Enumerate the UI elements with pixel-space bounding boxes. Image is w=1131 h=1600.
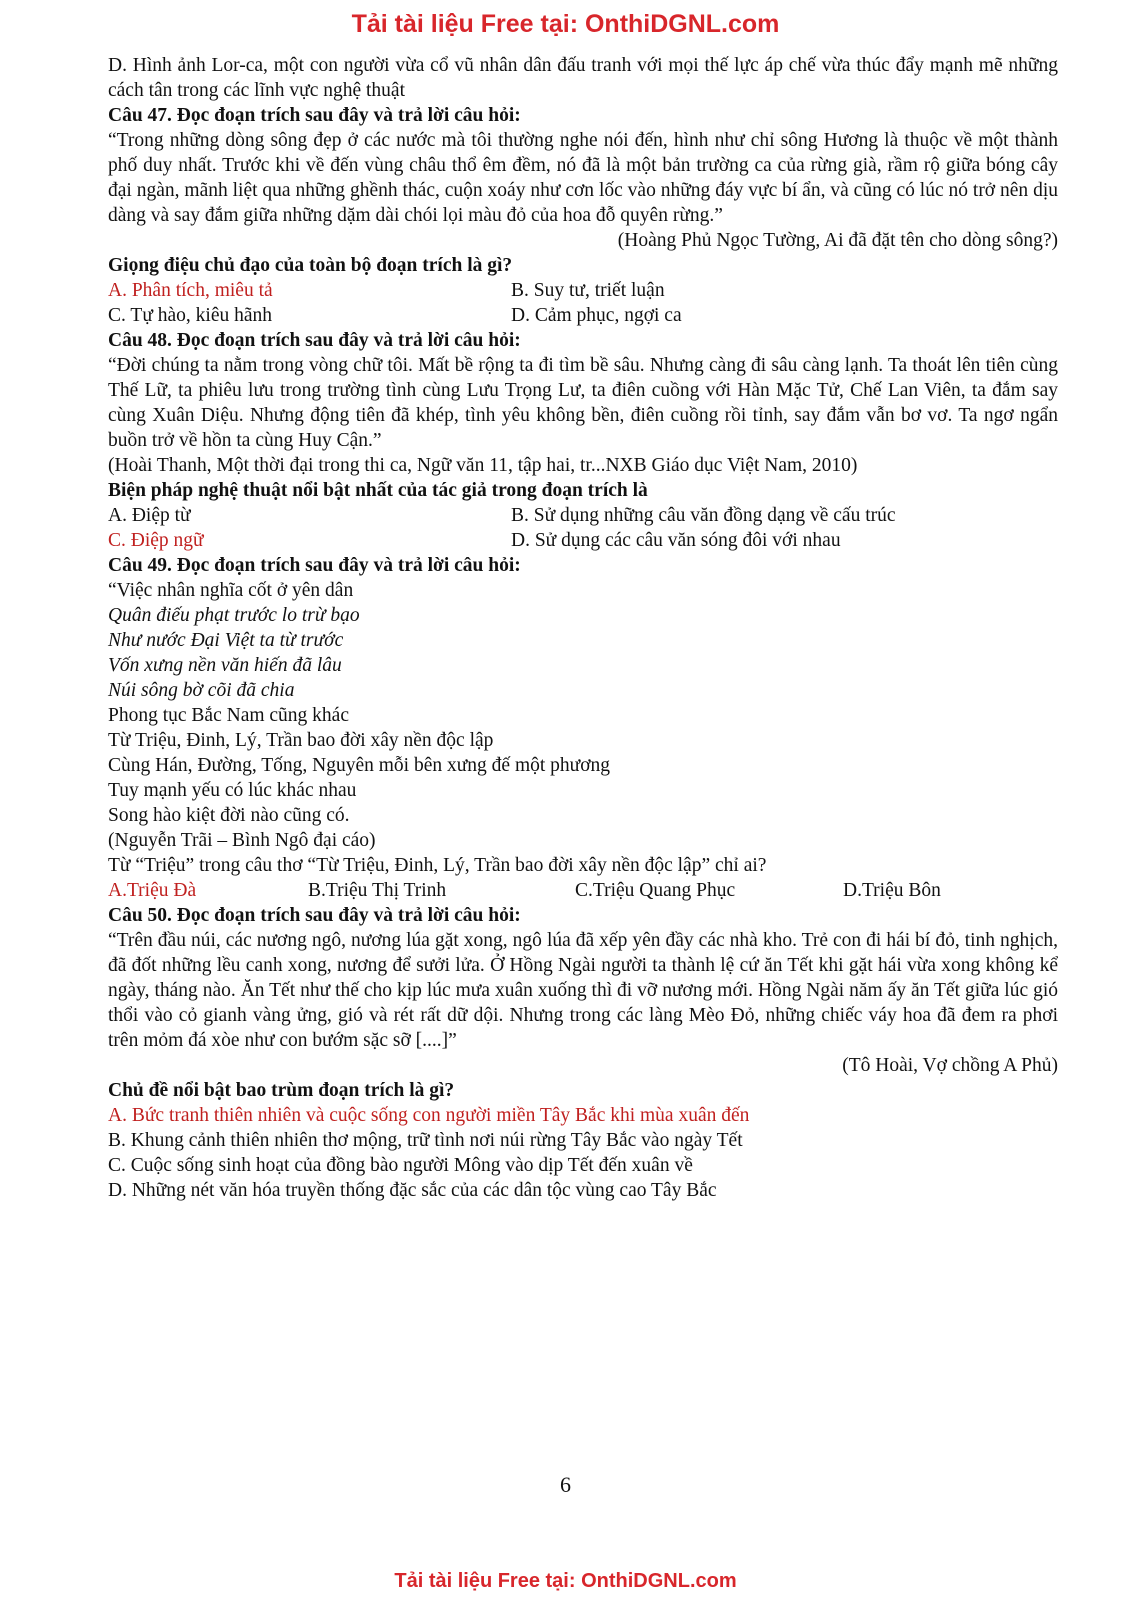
q48-passage: “Đời chúng ta nằm trong vòng chữ tôi. Mất bề rộng ta đi tìm bề sâu. Nhưng càng đi sâu càng lạnh. Ta thoát lên tiên cùng Thế Lữ, ta phiêu lưu trong trường tình cùng Lưu Trọng Lư, ta điên cuồng với Hàn Mặc Tử, Chế Lan Viên, ta đắm say cùng Xuân Diệu. Nhưng động tiên đã khép, tình yêu không bền, điên cuồng rồi tỉnh, say đắm vẫn bơ vơ. Ta ngơ ngẩn buồn trở về hồn ta cùng Huy Cận.” xyxy=(108,355,1058,451)
q49-option-b: B.Triệu Thị Trinh xyxy=(308,880,447,901)
poem-line: Vốn xưng nền văn hiến đã lâu xyxy=(108,655,342,676)
poem-line: Quân điếu phạt trước lo trừ bạo xyxy=(108,605,360,626)
poem-line: Cùng Hán, Đường, Tống, Nguyên mỗi bên xưng đế một phương xyxy=(108,755,611,776)
q47-option-b: B. Suy tư, triết luận xyxy=(511,280,665,301)
q49-option-d: D.Triệu Bôn xyxy=(843,880,941,901)
top-banner[interactable]: Tải tài liệu Free tại: OnthiDGNL.com xyxy=(351,10,780,38)
q49-option-c: C.Triệu Quang Phục xyxy=(575,880,736,901)
q50-option-d: D. Những nét văn hóa truyền thống đặc sắc của các dân tộc vùng cao Tây Bắc xyxy=(108,1180,717,1201)
q47-title: Câu 47. Đọc đoạn trích sau đây và trả lời câu hỏi: xyxy=(108,105,521,126)
q46-option-d: D. Hình ảnh Lor-ca, một con người vừa cổ vũ nhân dân đấu tranh với mọi thế lực áp chế vừa thúc đẩy mạnh mẽ những cách tân trong các lĩnh vực nghệ thuật xyxy=(108,55,1058,101)
page-number: 6 xyxy=(560,1472,571,1497)
q48-option-b: B. Sử dụng những câu văn đồng dạng về cấu trúc xyxy=(511,505,896,526)
q49-options-row xyxy=(108,878,1058,903)
q49-source: (Nguyễn Trãi – Bình Ngô đại cáo) xyxy=(108,830,376,851)
q47-option-c: C. Tự hào, kiêu hãnh xyxy=(108,305,273,326)
q48-source: (Hoài Thanh, Một thời đại trong thi ca, Ngữ văn 11, tập hai, tr...NXB Giáo dục Việt Nam, 2010) xyxy=(108,455,858,476)
q49-option-a: A.Triệu Đà xyxy=(108,880,197,901)
q48-question: Biện pháp nghệ thuật nổi bật nhất của tác giả trong đoạn trích là xyxy=(108,480,648,501)
poem-line: Như nước Đại Việt ta từ trước xyxy=(108,630,344,651)
q48-option-c: C. Điệp ngữ xyxy=(108,530,204,551)
poem-line: Từ Triệu, Đinh, Lý, Trần bao đời xây nền độc lập xyxy=(108,730,494,751)
bottom-banner[interactable]: Tải tài liệu Free tại: OnthiDGNL.com xyxy=(394,1570,737,1592)
page-content xyxy=(108,53,1058,1203)
q50-question: Chủ đề nổi bật bao trùm đoạn trích là gì? xyxy=(108,1080,455,1101)
q50-option-a: A. Bức tranh thiên nhiên và cuộc sống con người miền Tây Bắc khi mùa xuân đến xyxy=(108,1105,750,1126)
q47-options-row1 xyxy=(108,278,1058,303)
q48-title: Câu 48. Đọc đoạn trích sau đây và trả lời câu hỏi: xyxy=(108,330,521,351)
q48-option-a: A. Điệp từ xyxy=(108,505,191,526)
q47-source: (Hoàng Phủ Ngọc Tường, Ai đã đặt tên cho dòng sông?) xyxy=(617,230,1058,251)
q47-passage: “Trong những dòng sông đẹp ở các nước mà tôi thường nghe nói đến, hình như chỉ sông Hương là thuộc về một thành phố duy nhất. Trước khi về đến vùng châu thổ êm đềm, nó đã là một bản trường ca của rừng già, rầm rộ giữa bóng cây đại ngàn, mãnh liệt qua những ghềnh thác, cuộn xoáy như cơn lốc vào những đáy vực bí ẩn, và cũng có lúc nó trở nên dịu dàng và say đắm giữa những dặm dài chói lọi màu đỏ của hoa đỗ quyên rừng.” xyxy=(108,130,1058,226)
q50-title: Câu 50. Đọc đoạn trích sau đây và trả lời câu hỏi: xyxy=(108,905,521,926)
q48-option-d: D. Sử dụng các câu văn sóng đôi với nhau xyxy=(511,530,841,551)
q50-option-b: B. Khung cảnh thiên nhiên thơ mộng, trữ tình nơi núi rừng Tây Bắc vào ngày Tết xyxy=(108,1130,743,1151)
q48-options-row2 xyxy=(108,528,1058,553)
q49-title: Câu 49. Đọc đoạn trích sau đây và trả lời câu hỏi: xyxy=(108,555,521,576)
q48-options-row1 xyxy=(108,503,1058,528)
q50-passage: “Trên đầu núi, các nương ngô, nương lúa gặt xong, ngô lúa đã xếp yên đầy các nhà kho. Trẻ con đi hái bí đỏ, tinh nghịch, đã đốt những lều canh xong, nương để sưởi lửa. Ở Hồng Ngài người ta thành lệ cứ ăn Tết khi gặt hái vừa xong không kể ngày, tháng nào. Ăn Tết như thế cho kịp lúc mưa xuân xuống thì đi vỡ nương mới. Hồng Ngài năm ấy ăn Tết giữa lúc gió thổi vào cỏ gianh vàng ửng, gió và rét rất dữ dội. Nhưng trong các làng Mèo Đỏ, những chiếc váy hoa đã đem ra phơi trên mỏm đá xòe như con bướm sặc sỡ [....]” xyxy=(108,930,1058,1051)
poem-line: Song hào kiệt đời nào cũng có. xyxy=(108,805,350,826)
q47-option-a: A. Phân tích, miêu tả xyxy=(108,280,273,301)
q47-options-row2 xyxy=(108,303,1058,328)
q47-question: Giọng điệu chủ đạo của toàn bộ đoạn trích là gì? xyxy=(108,255,513,276)
poem-line: “Việc nhân nghĩa cốt ở yên dân xyxy=(108,580,354,601)
q49-question: Từ “Triệu” trong câu thơ “Từ Triệu, Đinh, Lý, Trần bao đời xây nền độc lập” chỉ ai? xyxy=(108,855,767,876)
poem-line: Núi sông bờ cõi đã chia xyxy=(108,680,295,701)
poem-line: Tuy mạnh yếu có lúc khác nhau xyxy=(108,780,357,801)
poem-line: Phong tục Bắc Nam cũng khác xyxy=(108,705,349,726)
q47-option-d: D. Cảm phục, ngợi ca xyxy=(511,305,682,326)
q50-source: (Tô Hoài, Vợ chồng A Phủ) xyxy=(842,1055,1058,1076)
q50-option-c: C. Cuộc sống sinh hoạt của đồng bào người Mông vào dịp Tết đến xuân về xyxy=(108,1155,693,1176)
